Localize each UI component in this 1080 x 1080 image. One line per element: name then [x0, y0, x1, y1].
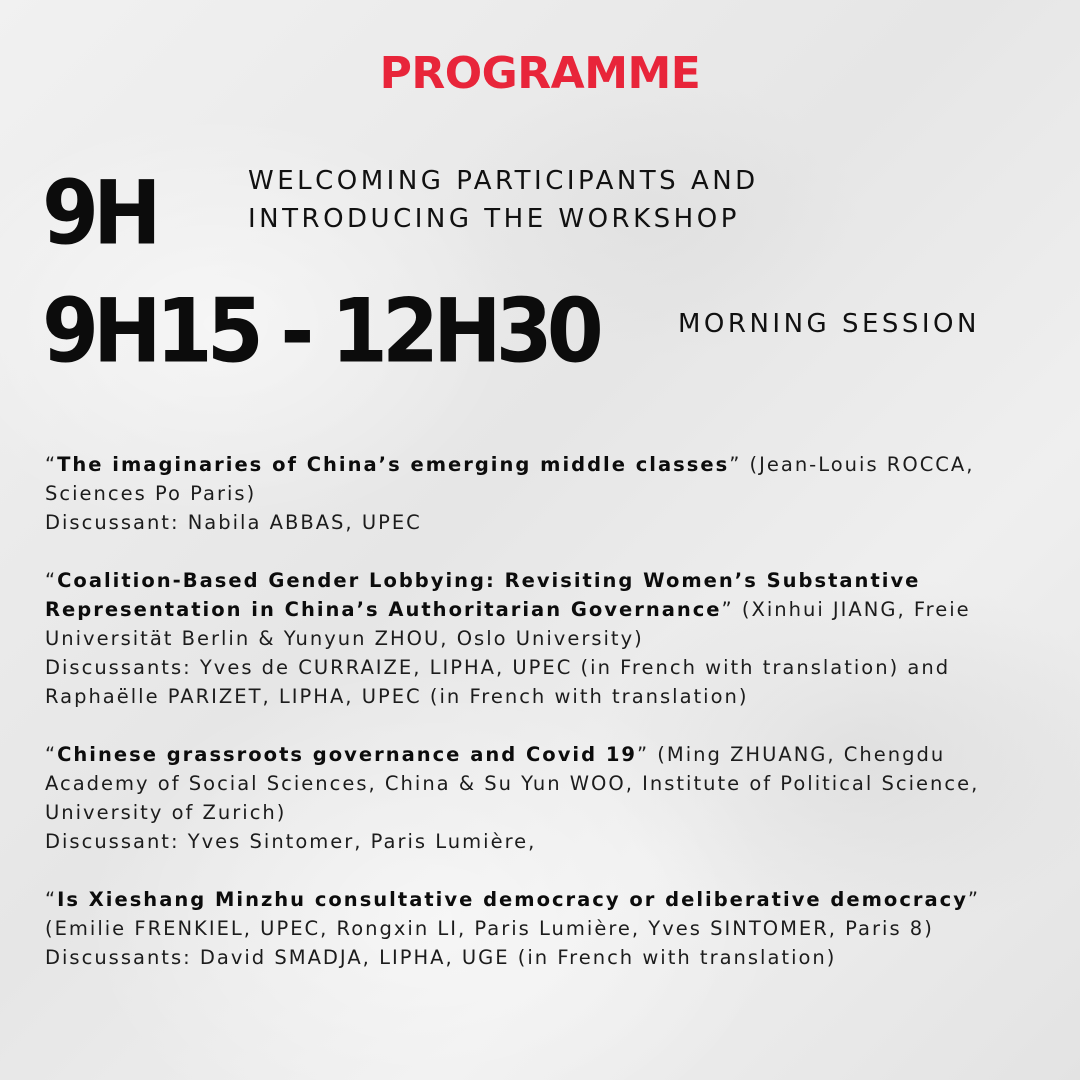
- talk-authors: (Jean-Louis ROCCA, Sciences Po Paris): [45, 453, 975, 505]
- talk-item: [45, 885, 1055, 972]
- open-quote: “: [45, 888, 58, 911]
- talk-item: [45, 450, 1055, 537]
- talk-item: [45, 566, 1055, 711]
- close-quote: ”: [967, 888, 981, 911]
- slot-time-morning: 9H15 - 12H30: [42, 280, 598, 384]
- open-quote: “: [45, 569, 58, 592]
- page-title: PROGRAMME: [379, 48, 701, 99]
- talk-list: [45, 450, 1055, 1001]
- talk-title: Coalition-Based Gender Lobbying: Revisiting Women’s Substantive Representation in China’s Authoritarian Governance: [45, 569, 921, 621]
- talk-title: The imaginaries of China’s emerging middle classes: [57, 453, 730, 476]
- slot-time-welcome: 9H: [42, 162, 156, 266]
- talk-title: Is Xieshang Minzhu consultative democracy or deliberative democracy: [57, 888, 968, 911]
- open-quote: “: [45, 453, 58, 476]
- open-quote: “: [45, 743, 58, 766]
- slot-label-welcome-line-1: WELCOMING PARTICIPANTS AND: [248, 166, 759, 196]
- talk-authors: (Emilie FRENKIEL, UPEC, Rongxin LI, Paris Lumière, Yves SINTOMER, Paris 8): [45, 917, 934, 940]
- close-quote: ”: [636, 743, 650, 766]
- talk-title: Chinese grassroots governance and Covid 19: [57, 743, 637, 766]
- talk-discussant: Discussant: Nabila ABBAS, UPEC: [45, 511, 422, 534]
- close-quote: ”: [721, 598, 734, 621]
- talk-discussant: Discussants: David SMADJA, LIPHA, UGE (in French with translation): [45, 946, 837, 969]
- slot-label-welcome: [248, 162, 868, 238]
- slot-label-morning: MORNING SESSION: [678, 309, 980, 339]
- talk-authors: (Ming ZHUANG, Chengdu Academy of Social Sciences, China & Su Yun WOO, Institute of Political Science, University of Zurich): [45, 743, 980, 824]
- slot-label-welcome-line-2: INTRODUCING THE WORKSHOP: [248, 204, 740, 234]
- talk-authors: (Xinhui JIANG, Freie Universität Berlin & Yunyun ZHOU, Oslo University): [45, 598, 971, 650]
- talk-item: [45, 740, 1055, 856]
- close-quote: ”: [729, 453, 742, 476]
- talk-discussant: Discussants: Yves de CURRAIZE, LIPHA, UPEC (in French with translation) and Raphaëlle PARIZET, LIPHA, UPEC (in French with translation): [45, 656, 951, 708]
- talk-discussant: Discussant: Yves Sintomer, Paris Lumière,: [45, 830, 537, 853]
